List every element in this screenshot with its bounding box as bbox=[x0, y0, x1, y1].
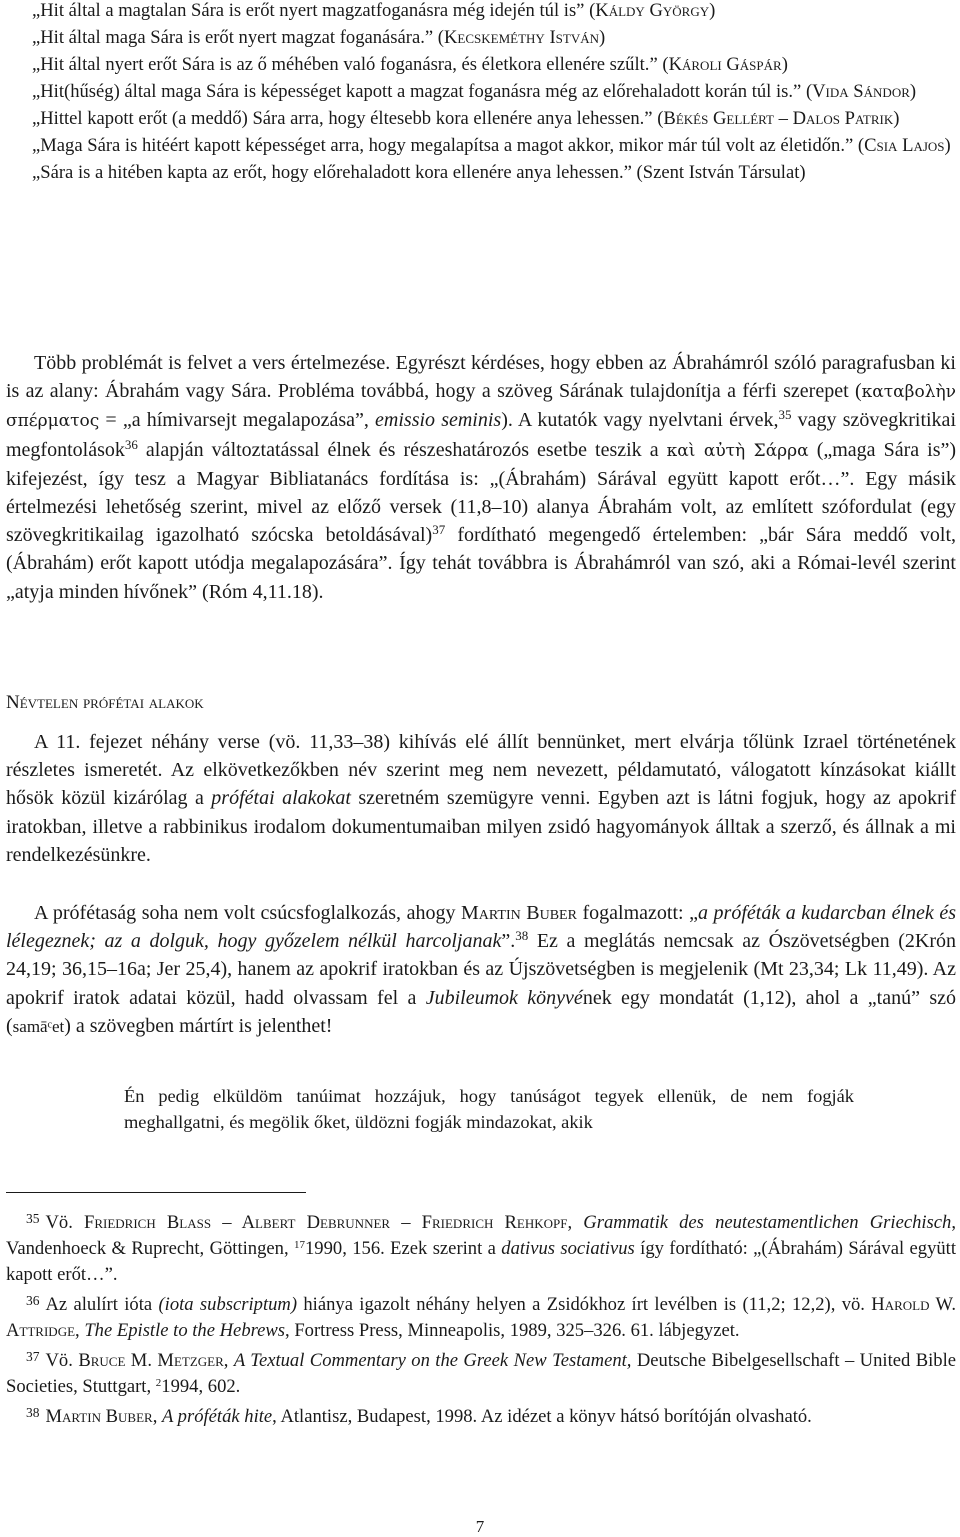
quote-szent-istvan: „Sára is a hitében kapta az erőt, hogy előrehaladott kora ellenére anya lehessen.” (Szent István Társulat) bbox=[32, 162, 806, 183]
page-number: 7 bbox=[475, 1517, 485, 1536]
greek-phrase-2: καὶ αὐτὴ Σάρρα bbox=[666, 440, 809, 461]
quote-bekes: „Hittel kapott erőt (a meddő) Sára arra, hogy éltesebb kora ellenére anya lehessen.” (Békés Gellért – Dalos Patrik) bbox=[32, 108, 900, 129]
footnote-37: $^{37}$ Vö. Bruce M. Metzger, A Textual Commentary on the Greek New Testament, Deutsche Bibelgesellschaft – United Bible Societies, Stuttgart, $^2$1994, 602. bbox=[6, 1349, 956, 1397]
footnote-ref-35[interactable]: 35 bbox=[778, 407, 792, 423]
body-paragraph-1: Több problémát is felvet a vers értelmezése. Egyrészt kérdéses, hogy ebben az Ábrahámról szóló paragrafusban ki is az alany: Ábrahám vagy Sára. Probléma továbbá, hogy a szöveg Sárának tulajdonítja a férfi szerepet (καταβολὴν σπέρματος = „a hímivarsejt megalapozása”, emissio seminis). A kutatók vagy nyelvtani érvek,$^{35}$ vagy szövegkritikai megfontolások$^{36}$ alapján változtatással élnek és részeshatározós esetbe teszik a καὶ αὐτὴ Σάρρα („maga Sára is”) kifejezést, így tesz a Magyar Bibliatanács fordítása is: „(Ábrahám) Sárával együtt kapott erőt…”. Egy másik értelmezési lehetőség szerint, mivel az előző versek (11,8–10) alanya Ábrahám volt, az említett szófordulat (egy szövegkritikailag igazolható szócska betoldásával)$^{37}$ fordítható megengedő értelemben: „bár Sára meddő volt, (Ábrahám) erőt kapott utódja megalapozására”. Így tehát továbbra is Ábrahámról van szó, aki a Római-levél szerint „atyja minden hívőnek” (Róm 4,11.18). bbox=[6, 352, 957, 603]
quote-kaldy: „Hit által a magtalan Sára is erőt nyert magzatfoganásra még idején túl is” (Káldy György) bbox=[32, 0, 716, 21]
quote-kecskemethy: „Hit által maga Sára is erőt nyert magzat foganására.” (Kecskeméthy István) bbox=[32, 27, 606, 48]
body-paragraph-2: A 11. fejezet néhány verse (vö. 11,33–38) kihívás elé állít bennünket, mert elvárja tőlünk Izrael történetének részletes ismeretét. Az elkövetkezőkben név szerint meg nem nevezett, példamutató, válogatott kínzásokat kiállt hősök közül kizárólag a prófétai alakokat szeretném szemügyre venni. Egyben azt is látni fogjuk, hogy az apokrif iratokban, illetve a rabbinikus irodalom dokumentumaiban milyen zsidó hagyományok álltak a szerző, és állnak a mi rendelkezésünkre. bbox=[6, 731, 957, 866]
footnote-ref-36[interactable]: 36 bbox=[124, 436, 138, 452]
greek-phrase-1: καταβολὴν σπέρματος bbox=[6, 382, 956, 432]
translation-quotes bbox=[6, 0, 956, 186]
body-paragraph-3: A prófétaság soha nem volt csúcsfoglalkozás, ahogy Martin Buber fogalmazott: „a próféták a kudarcban élnek és lélegeznek; az a dolguk, hogy győzelem nélkül harcoljanak”.$^{38}$ Ez a meglátás nemcsak az Ószövetségben (2Krón 24,19; 36,15–16a; Jer 25,4), hanem az apokrif iratokban és az Újszövetségben is megjelenik (Mt 23,34; Lk 11,49). Az apokrif iratok adatai közül, hadd olvassam fel a Jubileumok könyvének egy mondatát (1,12), ahol a „tanú” szó (samāᶜet) a szövegben mártírt is jelenthet! bbox=[6, 902, 956, 1037]
quote-karoli: „Hit által nyert erőt Sára is az ő méhében való foganásra, és életkora ellenére szűlt.” (Károli Gáspár) bbox=[32, 54, 788, 75]
footnote-divider bbox=[6, 1192, 306, 1193]
footnote-35: $^{35}$ Vö. Friedrich Blass – Albert Debrunner – Friedrich Rehkopf, Grammatik des neutestamentlichen Griechisch, Vandenhoeck & Ruprecht, Göttingen, $^{17}$1990, 156. Ezek szerint a dativus sociativus így fordítható: „(Ábrahám) Sárával együtt kapott erőt…”. bbox=[6, 1211, 956, 1285]
footnotes bbox=[6, 1206, 956, 1430]
footnote-38: $^{38}$ Martin Buber, A próféták hite, Atlantisz, Budapest, 1998. Az idézet a könyv hátsó borítóján olvasható. bbox=[26, 1405, 812, 1427]
section-heading: Névtelen prófétai alakok bbox=[6, 692, 204, 713]
quote-csia: „Maga Sára is hitéért kapott képességet arra, hogy megalapítsa a magot akkor, mikor már túl volt az életidőn.” (Csia Lajos) bbox=[32, 135, 951, 156]
footnote-ref-37[interactable]: 37 bbox=[432, 522, 446, 538]
footnote-36: $^{36}$ Az alulírt ióta (iota subscriptum) hiánya igazolt néhány helyen a Zsidókhoz írt levélben is (11,2; 12,2), vö. Harold W. Attridge, The Epistle to the Hebrews, Fortress Press, Minneapolis, 1989, 325–326. 61. lábjegyzet. bbox=[6, 1293, 956, 1341]
block-quote: Én pedig elküldöm tanúimat hozzájuk, hogy tanúságot tegyek ellenük, de nem fogják meghallgatni, és megölik őket, üldözni fogják mindazokat, akik bbox=[124, 1086, 854, 1132]
quote-vida: „Hit(hűség) által maga Sára is képességet kapott a magzat foganásra még az előrehaladott korán túl is.” (Vida Sándor) bbox=[32, 81, 917, 102]
footnote-ref-38[interactable]: 38 bbox=[515, 928, 529, 944]
